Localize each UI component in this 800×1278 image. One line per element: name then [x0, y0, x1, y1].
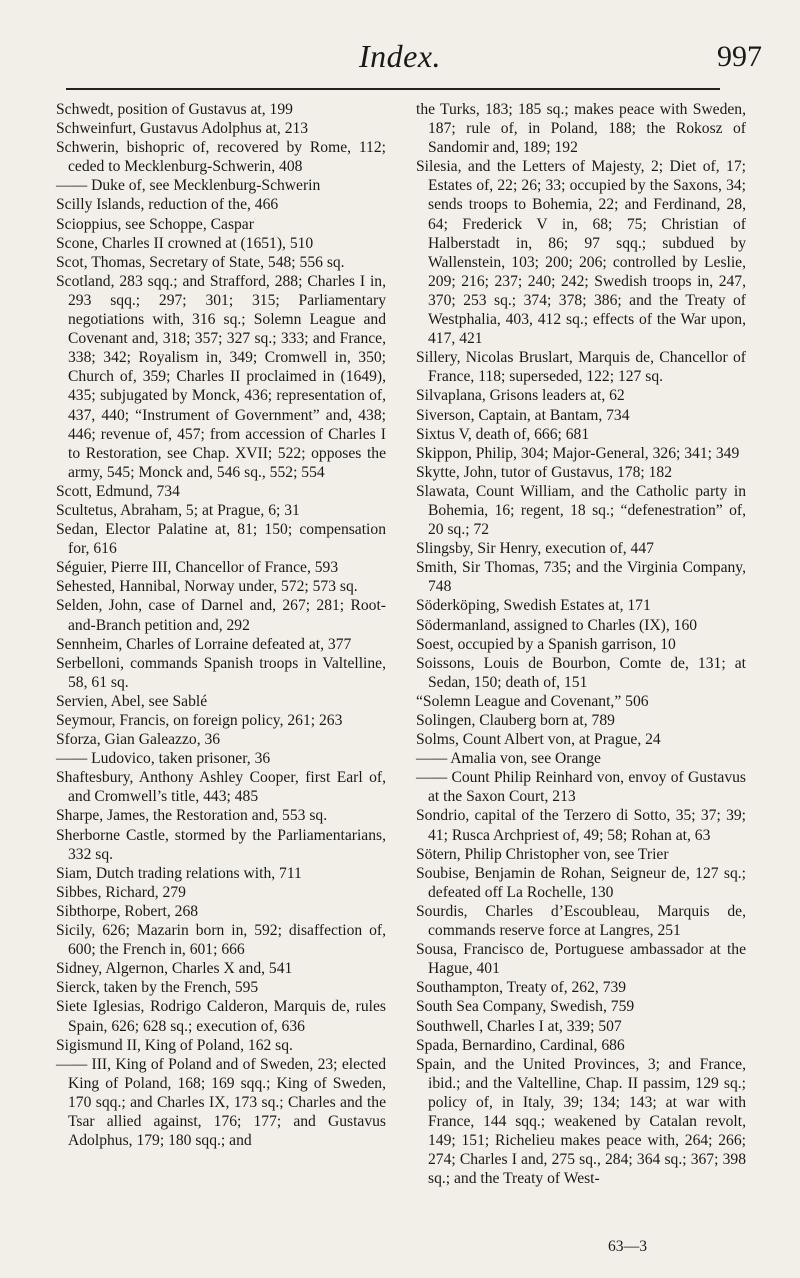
index-entry: Silvaplana, Grisons leaders at, 62 [416, 387, 625, 405]
index-entry: Soest, occupied by a Spanish garrison, 10 [416, 635, 676, 653]
index-entry: Sondrio, capital of the Terzero di Sotto, 35; 37; 39; 41; Rusca Archpriest of, 49; 58; Rohan at, 63 [416, 807, 746, 844]
index-entry: Siverson, Captain, at Bantam, 734 [416, 406, 630, 424]
index-entry: Schwerin, bishopric of, recovered by Rome, 112; ceded to Mecklenburg-Schwerin, 408 [56, 139, 386, 176]
index-entry: Soubise, Benjamin de Rohan, Seigneur de, 127 sq.; defeated off La Rochelle, 130 [416, 864, 746, 901]
index-entry: Sillery, Nicolas Bruslart, Marquis de, Chancellor of France, 118; superseded, 122; 127 sq. [416, 349, 746, 386]
index-entry: Scot, Thomas, Secretary of State, 548; 556 sq. [56, 253, 345, 271]
index-entry: —— Ludovico, taken prisoner, 36 [56, 750, 271, 768]
index-entry: “Solemn League and Covenant,” 506 [416, 692, 649, 710]
index-entry: Shaftesbury, Anthony Ashley Cooper, first Earl of, and Cromwell’s title, 443; 485 [56, 769, 386, 806]
index-entry: Spada, Bernardino, Cardinal, 686 [416, 1036, 625, 1054]
index-entry: Sedan, Elector Palatine at, 81; 150; compensation for, 616 [56, 521, 386, 558]
index-entry: Schwedt, position of Gustavus at, 199 [56, 101, 293, 118]
index-entry: —— Count Philip Reinhard von, envoy of Gustavus at the Saxon Court, 213 [416, 769, 746, 806]
index-columns [56, 100, 746, 1230]
index-entry: Soissons, Louis de Bourbon, Comte de, 131; at Sedan, 150; death of, 151 [416, 654, 746, 691]
left-column [56, 100, 386, 1150]
index-entry: Sicily, 626; Mazarin born in, 592; disaffection of, 600; the French in, 601; 666 [56, 922, 386, 959]
index-entry: Silesia, and the Letters of Majesty, 2; Diet of, 17; Estates of, 22; 26; 33; occupied by the Saxons, 34; sends troops to Bohemia, 22; and Ferdinand, 28, 64; Frederick V in, 68; 75; Christian of Halberstadt in, 86; 97 sqq.; subdued by Wallenstein, 103; 200; 206; controlled by Leslie, 209; 216; 237; 240; 242; Swedish troops in, 247, 370; 253 sq.; 374; 378; 386; and the Treaty of Westphalia, 403, 412 sq.; effects of the War upon, 417, 421 [416, 158, 746, 348]
index-entry: Södermanland, assigned to Charles (IX), 160 [416, 616, 698, 634]
index-entry: Southampton, Treaty of, 262, 739 [416, 979, 627, 997]
index-entry: Sehested, Hannibal, Norway under, 572; 573 sq. [56, 578, 358, 596]
index-entry: Schweinfurt, Gustavus Adolphus at, 213 [56, 120, 309, 138]
index-entry: Serbelloni, commands Spanish troops in Valtelline, 58, 61 sq. [56, 654, 386, 691]
right-column [416, 100, 746, 1188]
index-entry: Skippon, Philip, 304; Major-General, 326; 341; 349 [416, 444, 740, 462]
page-number: 997 [717, 40, 762, 73]
index-entry: Sharpe, James, the Restoration and, 553 sq. [56, 807, 328, 825]
index-entry: Sierck, taken by the French, 595 [56, 979, 259, 997]
index-entry: Siam, Dutch trading relations with, 711 [56, 864, 302, 882]
index-entry: Sourdis, Charles d’Escoubleau, Marquis de, commands reserve force at Langres, 251 [416, 902, 746, 940]
index-entry: Sherborne Castle, stormed by the Parliamentarians, 332 sq. [56, 826, 386, 863]
index-entry: South Sea Company, Swedish, 759 [416, 998, 635, 1016]
index-entry: Spain, and the United Provinces, 3; and France, ibid.; and the Valtelline, Chap. II passim, 129 sq.; policy of, in Italy, 39; 134; 143; at war with France, 144 sqq.; weakened by Catalan revolt, 149; 151; Richelieu makes peace with, 264; 266; 274; Charles I and, 275 sq., 284; 364 sq.; 367; 398 sq.; and the Treaty of West- [416, 1055, 746, 1188]
index-entry: Servien, Abel, see Sablé [56, 692, 208, 710]
signature-mark: 63—3 [608, 1238, 647, 1255]
header-rule [66, 88, 720, 90]
index-entry: Selden, John, case of Darnel and, 267; 281; Root-and-Branch petition and, 292 [56, 597, 386, 634]
index-entry: Southwell, Charles I at, 339; 507 [416, 1017, 622, 1035]
index-entry: Sötern, Philip Christopher von, see Trier [416, 845, 669, 863]
index-entry: Sousa, Francisco de, Portuguese ambassador at the Hague, 401 [416, 941, 746, 978]
index-entry: Sennheim, Charles of Lorraine defeated at, 377 [56, 635, 352, 653]
index-entry: Sibbes, Richard, 279 [56, 883, 186, 901]
index-entry: the Turks, 183; 185 sq.; makes peace with Sweden, 187; rule of, in Poland, 188; the Rokosz of Sandomir and, 189; 192 [416, 101, 746, 157]
index-entry: —— III, King of Poland and of Sweden, 23; elected King of Poland, 168; 169 sqq.; King of Sweden, 170 sqq.; and Charles IX, 173 sq.; Charles and the Tsar allied against, 176; 177; and Gustavus Adolphus, 179; 180 sqq.; and [56, 1055, 386, 1150]
index-entry: Sidney, Algernon, Charles X and, 541 [56, 960, 293, 978]
index-entry: —— Duke of, see Mecklenburg-Schwerin [56, 177, 321, 195]
index-entry: Scone, Charles II crowned at (1651), 510 [56, 234, 314, 252]
index-entry: Scultetus, Abraham, 5; at Prague, 6; 31 [56, 501, 300, 519]
index-entry: Söderköping, Swedish Estates at, 171 [416, 597, 651, 615]
index-entry: Sibthorpe, Robert, 268 [56, 902, 199, 920]
index-entry: Siete Iglesias, Rodrigo Calderon, Marquis de, rules Spain, 626; 628 sq.; execution of, 636 [56, 998, 386, 1035]
index-entry: Solingen, Clauberg born at, 789 [416, 712, 615, 729]
index-entry: Slawata, Count William, and the Catholic party in Bohemia, 16; regent, 18 sq.; “defenestration” of, 20 sq.; 72 [416, 482, 746, 539]
index-entry: Scotland, 283 sqq.; and Strafford, 288; Charles I in, 293 sqq.; 297; 301; 315; Parliamentary negotiations with, 316 sq.; Solemn League and Covenant and, 318; 357; 327 sq.; 333; and France, 338; 342; Royalism in, 349; Cromwell in, 350; Church of, 359; Charles II proclaimed in (1649), 435; subjugated by Monck, 436; representation of, 437, 440; “Instrument of Government” and, 438; 446; revenue of, 457; from accession of Charles I to Restoration, see Chap. XVII; 522; opposes the army, 545; Monck and, 546 sq., 552; 554 [56, 272, 386, 481]
index-entry: Séguier, Pierre III, Chancellor of France, 593 [56, 559, 339, 577]
index-entry: Sforza, Gian Galeazzo, 36 [56, 731, 221, 749]
index-entry: Slingsby, Sir Henry, execution of, 447 [416, 540, 654, 558]
index-entry: Scilly Islands, reduction of the, 466 [56, 196, 279, 214]
index-entry: Sixtus V, death of, 666; 681 [416, 425, 590, 443]
running-title: Index. [358, 38, 442, 74]
page-header [0, 0, 800, 100]
index-entry: Skytte, John, tutor of Gustavus, 178; 182 [416, 463, 672, 481]
index-entry: —— Amalia von, see Orange [416, 750, 601, 768]
index-entry: Sigismund II, King of Poland, 162 sq. [56, 1036, 293, 1054]
index-entry: Solms, Count Albert von, at Prague, 24 [416, 731, 661, 749]
index-entry: Scioppius, see Schoppe, Caspar [56, 215, 254, 233]
index-entry: Seymour, Francis, on foreign policy, 261; 263 [56, 712, 343, 729]
index-entry: Smith, Sir Thomas, 735; and the Virginia Company, 748 [416, 559, 746, 596]
index-entry: Scott, Edmund, 734 [56, 482, 180, 500]
